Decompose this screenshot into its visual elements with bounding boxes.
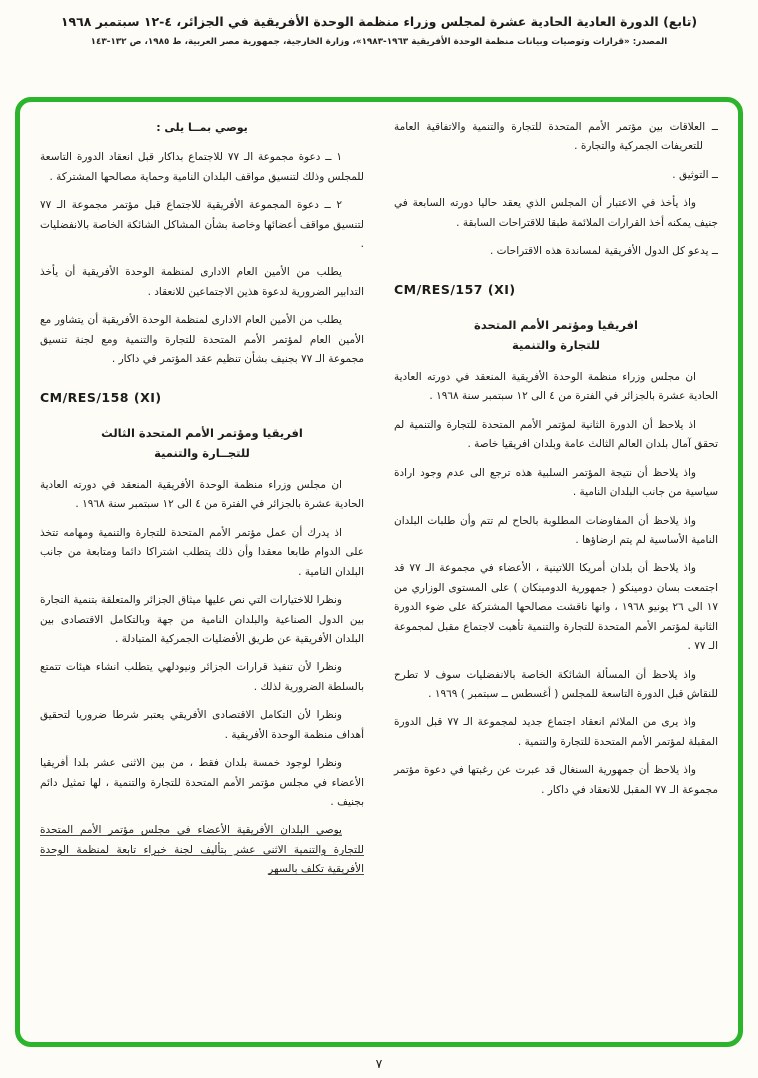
document-header (0, 0, 758, 47)
paragraph: اذ يلاحظ أن الدورة الثانية لمؤتمر الأمم المتحدة للتجارة والتنمية لم تحقق آمال بلدان العالم الثالث عامة وبلدان افريقيا خاصة . (394, 418, 718, 451)
resolution-heading-line: للتجــارة والتنمية (154, 446, 250, 461)
paragraph: واذ يلاحظ أن جمهورية السنغال قد عبرت عن رغبتها في دعوة مؤتمر مجموعة الـ ٧٧ المقبل للانعقاد في داكار . (394, 764, 718, 796)
paragraph: يطلب من الأمين العام الادارى لمنظمة الوحدة الأفريقية أن يتشاور مع الأمين العام لمؤتمر الأمم المتحدة للتجارة والتنمية ومع لجنة تنسيق مجموعة الـ ٧٧ بجنيف بشأن تنظيم عقد المؤتمر في داكار . (40, 314, 364, 366)
paragraph-pen-underlined: يوصي البلدان الأفريقية الأعضاء في مجلس مؤتمر الأمم المتحدة للتجارة والتنمية الاثنى عشر بتأليف لجنة خبراء تابعة لمنظمة الوحدة الأفريقية تكلف بالسهر (40, 824, 364, 876)
paragraph: ونظرا لوجود خمسة بلدان فقط ، من بين الاثنى عشر بلدا أفريقيا الأعضاء في مجلس مؤتمر الأمم المتحدة للتجارة والتنمية ، لها تمثيل دائم بجنيف . (40, 757, 364, 808)
paragraph: ونظرا للاختيارات التي نص عليها ميثاق الجزائر والمتعلقة بتنمية التجارة بين الدول الصناعية والبلدان النامية من جهة وبالتكامل الاقتصادى بين البلدان الأفريقية عن طريق الأفضليات الجمركية المتبادلة . (40, 594, 364, 646)
page-number: ٧ (375, 1056, 383, 1071)
paragraph: ان مجلس وزراء منظمة الوحدة الأفريقية المنعقد في دورته العادية الحادية عشرة بالجزائر في الفترة من ٤ الى ١٢ سبتمبر سنة ١٩٦٨ . (40, 479, 364, 511)
recommendation-heading: يوصي بمــا يلى : (156, 121, 248, 134)
resolution-heading-line: افريقيا ومؤتمر الأمم المتحدة الثالث (101, 425, 303, 440)
paragraph: واذ يلاحظ أن المسألة الشائكة الخاصة بالانفضليات سوف لا تطرح للنقاش قبل الدورة التاسعة للمجلس ( أغسطس ــ سبتمبر ) ١٩٦٩ . (394, 668, 718, 700)
dash-item: ــ يدعو كل الدول الأفريقية لمساندة هذه الاقتراحات . (489, 245, 718, 258)
paragraph: ٢ ــ دعوة المجموعة الأفريقية للاجتماع قبل مؤتمر مجموعة الـ ٧٧ لتنسيق مواقف أعضائها وخاصة بشأن المشاكل الشائكة الخاصة بالانفضليات . (40, 199, 364, 251)
paragraph: واذ يأخذ في الاعتبار أن المجلس الذي يعقد حاليا دورته السابعة في جنيف يمكنه أخذ القرارات الملائمة طبقا للاقتراحات السابقة . (394, 197, 718, 229)
two-column-layout (40, 118, 718, 1034)
paragraph: ان مجلس وزراء منظمة الوحدة الأفريقية المنعقد في دورته العادية الحادية عشرة بالجزائر في الفترة من ٤ الى ١٢ سبتمبر سنة ١٩٦٨ . (394, 371, 718, 403)
document-source-line: المصدر: «قرارات وتوصيات وبيانات منظمة الوحدة الأفريقية ١٩٦٣-١٩٨٣»، وزارة الخارجية، جمهورية مصر العربية، ط ١٩٨٥، ص ١٣٢-١٤٣ (90, 37, 668, 47)
resolution-heading-157 (394, 315, 718, 356)
paragraph: واذ يرى من الملائم انعقاد اجتماع جديد لمجموعة الـ ٧٧ قبل الدورة المقبلة لمؤتمر الأمم المتحدة للتجارة والتنمية . (394, 716, 718, 748)
resolution-code-158: CM/RES/158 (XI) (40, 389, 162, 405)
document-title: (تابع) الدورة العادية الحادية عشرة لمجلس وزراء منظمة الوحدة الأفريقية في الجزائر، ٤-١٢ سبتمبر ١٩٦٨ (60, 14, 698, 29)
paragraph: ١ ــ دعوة مجموعة الـ ٧٧ للاجتماع بداكار قبل انعقاد الدورة التاسعة للمجلس وذلك لتنسيق مواقف البلدان النامية وحماية مصالحها المشتركة . (40, 151, 364, 183)
column-left (40, 118, 364, 1034)
resolution-code-157: CM/RES/157 (XI) (394, 281, 516, 297)
column-right (394, 118, 718, 1034)
document-frame (15, 97, 743, 1047)
dash-item: ــ العلاقات بين مؤتمر الأمم المتحدة للتجارة والتنمية والاتفاقية العامة للتعريفات الجمركية والتجارة . (394, 121, 718, 153)
paragraph: يطلب من الأمين العام الادارى لمنظمة الوحدة الأفريقية أن يأخذ التدابير الضرورية لدعوة هذين الاجتماعين للانعقاد . (40, 266, 364, 298)
paragraph: واذ يلاحظ أن المفاوضات المطلوبة بالحاح لم تتم وأن طلبات البلدان النامية الأساسية لم يتم ارضاؤها . (394, 514, 718, 546)
resolution-heading-line: افريقيا ومؤتمر الأمم المتحدة (474, 317, 638, 332)
paragraph: ونظرا لأن تنفيذ قرارات الجزائر ونيودلهي يتطلب انشاء هيئات تتمتع بالسلطة الضرورية لذلك . (40, 661, 364, 693)
resolution-heading-line: للتجارة والتنمية (512, 338, 600, 353)
dash-item: ــ التوثيق . (672, 168, 718, 181)
paragraph: واذ يلاحظ أن بلدان أمريكا اللاتينية ، الأعضاء في مجموعة الـ ٧٧ قد اجتمعت بسان دومينكو ( جمهورية الدومينكان ) على المستوى الوزاري من ١٧ الى ٢٦ يونيو ١٩٦٨ ، وانها ناقشت مصالحها المشتركة على ضوء الدورة الثانية لمؤتمر الأمم المتحدة للتجارة والتنمية تأهبت لاجتماع مقبل لمجموعة الـ ٧٧ . (394, 562, 718, 653)
paragraph: اذ يدرك أن عمل مؤتمر الأمم المتحدة للتجارة والتنمية ومهامه تتخذ على الدوام طابعا معقدا وأن ذلك يتطلب اشتراكا دائما ومتابعة من جانب البلدان النامية . (40, 526, 364, 578)
paragraph: واذ يلاحظ أن نتيجة المؤتمر السلبية هذه ترجع الى عدم وجود ارادة سياسية من جانب البلدان النامية . (394, 466, 718, 499)
resolution-heading-158 (40, 423, 364, 464)
paragraph: ونظرا لأن التكامل الاقتصادى الأفريقي يعتبر شرطا ضروريا لتحقيق أهداف منظمة الوحدة الأفريقية . (40, 709, 364, 741)
